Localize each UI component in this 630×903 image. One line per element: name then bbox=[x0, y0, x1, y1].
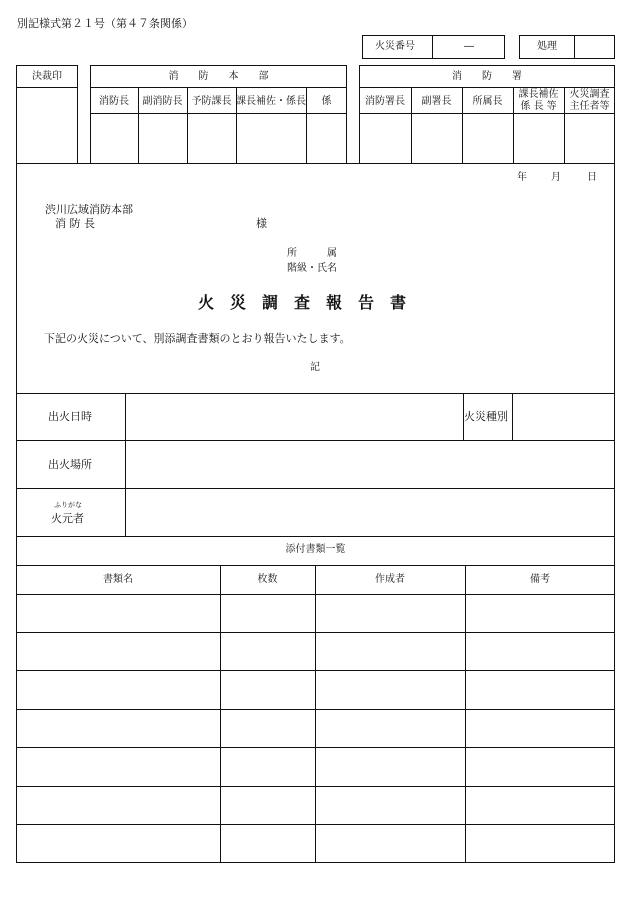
processing-label: 処理 bbox=[537, 41, 557, 52]
fire-datetime-field[interactable] bbox=[126, 394, 463, 440]
station-col-chief: 消防署長 bbox=[365, 96, 405, 107]
date-day: 日 bbox=[587, 172, 597, 183]
fire-number-label: 火災番号 bbox=[375, 41, 415, 52]
fire-type-field[interactable] bbox=[513, 394, 614, 440]
form-label: 別記様式第２１号（第４７条関係） bbox=[17, 17, 193, 30]
honorific: 様 bbox=[256, 217, 267, 230]
station-col-deputy: 副署長 bbox=[421, 96, 452, 107]
fire-source-person-label: 火元者 bbox=[51, 512, 84, 525]
affiliation-label: 所 属 bbox=[287, 248, 337, 259]
fire-place-label: 出火場所 bbox=[48, 458, 92, 471]
hq-col-assistant: 課長補佐・係長 bbox=[236, 96, 306, 107]
station-col-unit-head: 所属長 bbox=[472, 96, 503, 107]
rank-name-label: 階級・氏名 bbox=[287, 263, 337, 274]
date-month: 月 bbox=[551, 172, 561, 183]
hq-col-prevention-head: 予防課長 bbox=[191, 96, 232, 107]
hq-title: 消 防 本 部 bbox=[168, 71, 269, 82]
date-year: 年 bbox=[517, 172, 527, 183]
station-col-assistant-line2: 係 長 等 bbox=[520, 101, 557, 112]
attach-col-author: 作成者 bbox=[375, 574, 405, 585]
hq-col-fire-chief: 消防長 bbox=[99, 96, 129, 107]
decision-seal-label: 決裁印 bbox=[32, 71, 62, 82]
fire-datetime-label: 出火日時 bbox=[48, 410, 92, 423]
fire-place-field[interactable] bbox=[126, 441, 614, 488]
hq-col-staff: 係 bbox=[321, 96, 332, 107]
report-body-text: 下記の火災について、別添調査書類のとおり報告いたします。 bbox=[44, 332, 351, 345]
station-col-assistant-line1: 課長補佐 bbox=[518, 89, 559, 100]
fire-source-person-field[interactable] bbox=[126, 489, 614, 536]
station-col-investigator-line1: 火災調査 bbox=[569, 89, 610, 100]
furigana-label: ふりがな bbox=[54, 501, 82, 509]
addressee-org: 渋川広域消防本部 bbox=[45, 203, 133, 216]
hq-col-deputy-chief: 副消防長 bbox=[142, 96, 183, 107]
fire-type-label: 火災種別 bbox=[464, 410, 508, 423]
processing-box bbox=[519, 35, 615, 59]
report-title: 火災調査報告書 bbox=[198, 293, 423, 312]
attachments-title: 添付書類一覧 bbox=[285, 544, 346, 555]
attach-col-doc-name: 書類名 bbox=[103, 574, 133, 585]
attach-col-remarks: 備考 bbox=[530, 574, 550, 585]
fire-number-value[interactable]: ― bbox=[464, 41, 474, 52]
attachments-rows[interactable] bbox=[17, 595, 614, 862]
addressee-title: 消 防 長 bbox=[55, 217, 95, 230]
ki-label: 記 bbox=[310, 362, 320, 373]
attach-col-pages: 枚数 bbox=[257, 574, 278, 585]
station-title: 消 防 署 bbox=[452, 71, 522, 82]
station-col-investigator-line2: 主任者等 bbox=[569, 101, 610, 112]
